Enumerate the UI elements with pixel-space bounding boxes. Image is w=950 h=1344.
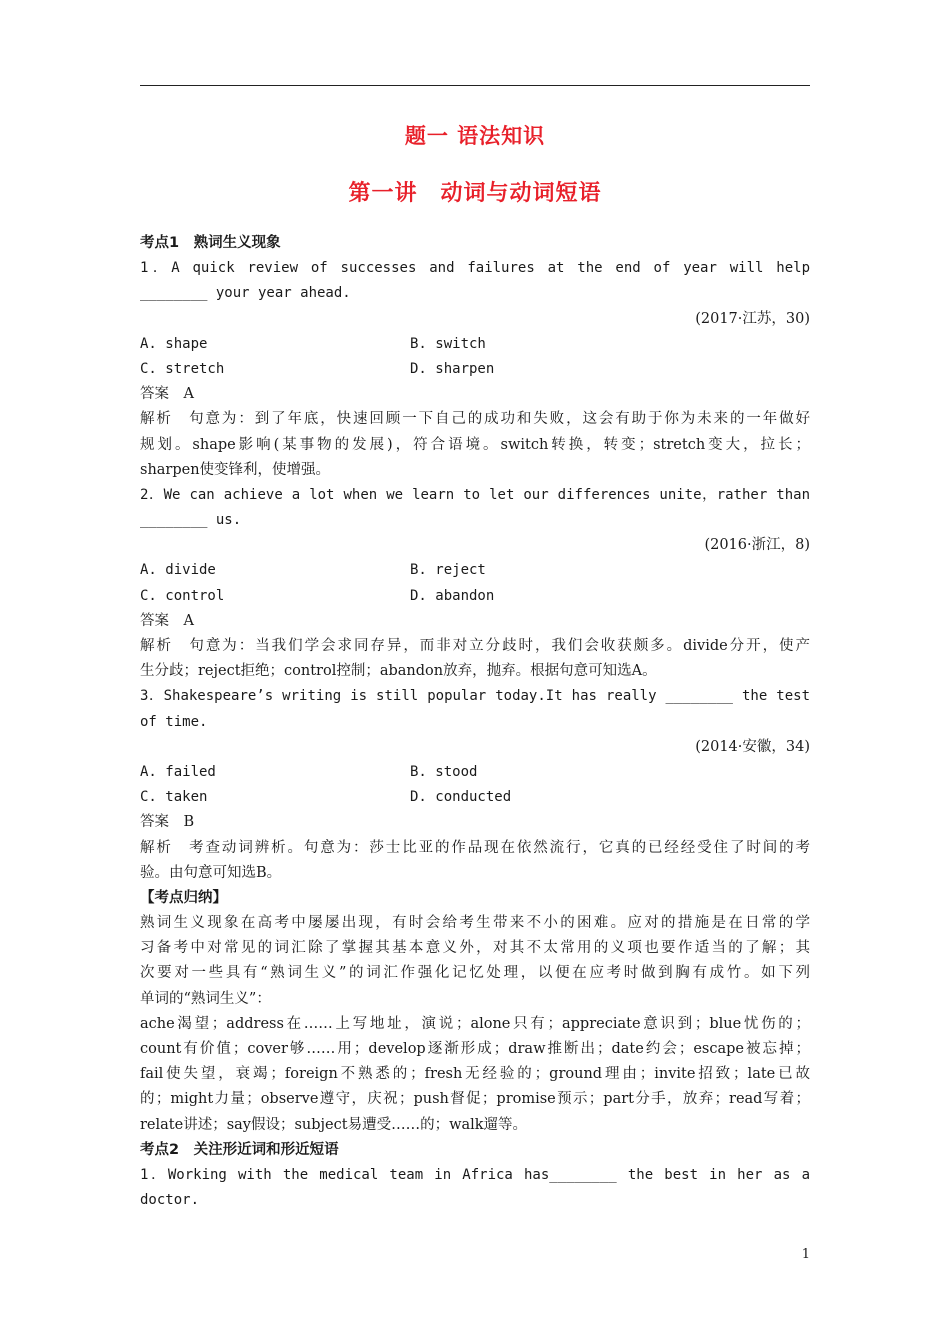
option-a: A. divide xyxy=(140,562,216,579)
answer: 答案 B xyxy=(140,814,195,831)
question-source: (2016·浙江，8) xyxy=(704,537,810,554)
question-source: (2017·江苏，30) xyxy=(695,310,810,327)
question-text: of time. xyxy=(140,713,208,730)
header-rule xyxy=(140,85,810,86)
vocab-line: ache渴望；address在……上写地址，演说；alone只有；appreciate意识到；blue忧伤的； xyxy=(140,1015,810,1032)
question-source: (2014·安徽，34) xyxy=(695,738,810,755)
question-text: doctor. xyxy=(140,1192,200,1209)
lecture-title: 第一讲 动词与动词短语 xyxy=(348,181,602,206)
question-text: 2．We can achieve a lot when we learn to let our differences unite，rather than xyxy=(140,486,810,503)
vocab-line: relate讲述；say假设；subject易遭受……的；walk遛等。 xyxy=(140,1116,528,1133)
explanation-line: 解析 句意为：到了年底，快速回顾一下自己的成功和失败，这会有助于你为未来的一年做好 xyxy=(140,411,810,428)
summary-line: 熟词生义现象在高考中屡屡出现，有时会给考生带来不小的困难。应对的措施是在日常的学 xyxy=(140,915,810,932)
options-row xyxy=(140,558,810,583)
options-row xyxy=(140,785,810,810)
option-b: B. switch xyxy=(410,335,486,352)
option-d: D. abandon xyxy=(410,587,495,604)
vocab-line: fail使失望，衰竭；foreign不熟悉的；fresh无经验的；ground理由；invite招致；late已故 xyxy=(140,1066,810,1083)
summary-line: 次要对一些具有“熟词生义”的词汇作强化记忆处理，以便在应考时做到胸有成竹。如下列 xyxy=(140,965,810,982)
section-heading: 考点2 关注形近词和形近短语 xyxy=(140,1141,339,1158)
question-text: 3．Shakespeare’s writing is still popular today.It has really ________ the test xyxy=(140,688,810,705)
document-body xyxy=(140,231,810,1213)
option-d: D. sharpen xyxy=(410,360,495,377)
explanation-line: 验。由句意可知选B。 xyxy=(140,864,282,881)
vocab-line: 的；might力量；observe遵守，庆祝；push督促；promise预示；part分手，放弃；read写着； xyxy=(140,1091,810,1108)
option-c: C. taken xyxy=(140,789,208,806)
summary-line: 单词的“熟词生义”： xyxy=(140,990,271,1007)
question-text: ________ your year ahead. xyxy=(140,285,351,302)
answer: 答案 A xyxy=(140,612,194,629)
chapter-title: 题一 语法知识 xyxy=(404,124,546,148)
question-text: 1．Working with the medical team in Africa has________ the best in her as a xyxy=(140,1166,810,1183)
explanation-line: sharpen使变锋利，使增强。 xyxy=(140,461,331,478)
vocab-line: count有价值；cover够……用；develop逐渐形成；draw推断出；date约会；escape被忘掉； xyxy=(140,1041,810,1057)
explanation-line: 规划。shape影响(某事物的发展)，符合语境。switch转换，转变；stretch变大，拉长； xyxy=(140,436,810,453)
explanation-line: 解析 句意为：当我们学会求同存异，而非对立分歧时，我们会收获颇多。divide分开，使产 xyxy=(140,638,810,654)
explanation-line: 生分歧；reject拒绝；control控制；abandon放弃，抛弃。根据句意可知选A。 xyxy=(140,663,657,680)
answer: 答案 A xyxy=(140,386,194,403)
option-c: C. control xyxy=(140,587,225,604)
option-b: B. stood xyxy=(410,763,478,780)
options-row xyxy=(140,584,810,609)
explanation-line: 解析 考查动词辨析。句意为：莎士比亚的作品现在依然流行，它真的已经经受住了时间的考 xyxy=(140,839,810,856)
page-number: 1 xyxy=(801,1247,810,1262)
section-heading: 考点1 熟词生义现象 xyxy=(140,235,281,251)
options-row xyxy=(140,332,810,357)
option-a: A. failed xyxy=(140,763,216,780)
question-text: ________ us. xyxy=(140,512,242,529)
options-row xyxy=(140,357,810,382)
option-c: C. stretch xyxy=(140,360,225,377)
summary-heading: 【考点归纳】 xyxy=(140,889,227,906)
options-row xyxy=(140,760,810,785)
summary-line: 习备考中对常见的词汇除了掌握其基本意义外，对其不太常用的义项也要作适当的了解；其 xyxy=(140,940,810,957)
question-text: 1．A quick review of successes and failures at the end of year will help xyxy=(140,260,810,277)
option-b: B. reject xyxy=(410,562,486,579)
option-d: D. conducted xyxy=(410,789,512,806)
option-a: A. shape xyxy=(140,335,208,352)
